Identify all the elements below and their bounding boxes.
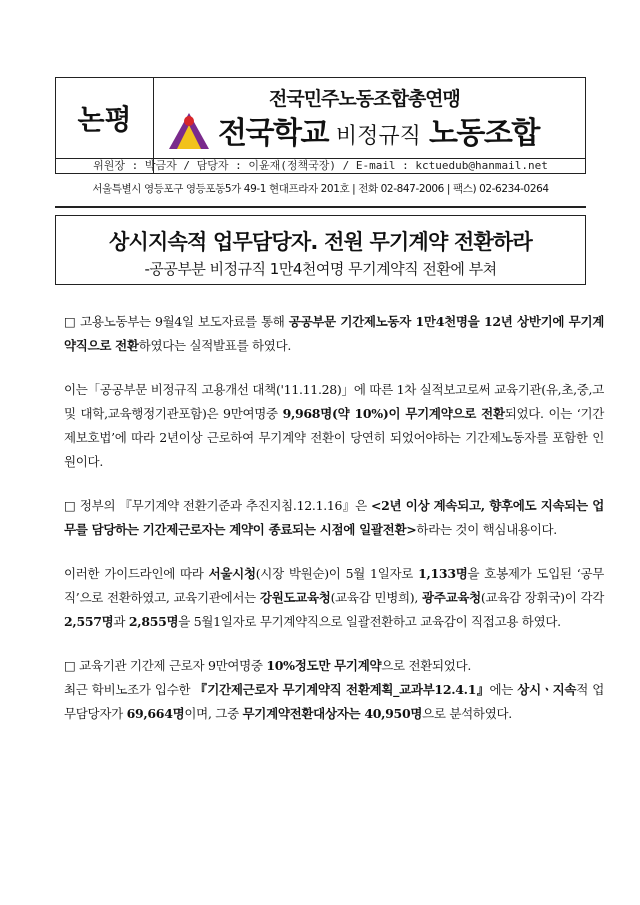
paragraph-1 — [64, 310, 604, 358]
document-subtitle: -공공부분 비정규직 1만4천여명 무기계약직 전환에 부쳐 — [144, 260, 497, 278]
section-divider — [55, 206, 586, 208]
text-run: (교육감 장휘국)이 각각 — [480, 590, 604, 605]
emphasis: 10%정도만 무기계약 — [266, 658, 382, 673]
union-logo-icon — [167, 111, 211, 151]
document-type-label: 논평 — [77, 103, 132, 136]
emphasis: 강원도교육청 — [259, 590, 331, 605]
text-run: 이러한 가이드라인에 따라 — [64, 566, 209, 581]
text-run: 되었다. 이는 ‘기간제보호법’에 따라 2년이상 근로하여 무기계약 전환이 당연히 되었어야하는 기간제노동자를 포함한 인원이다. — [64, 406, 604, 469]
text-run: (교육감 민병희), — [330, 590, 423, 605]
document-title: 상시지속적 업무담당자. 전원 무기계약 전환하라 — [109, 230, 532, 254]
emphasis: 무기계약전환대상자는 40,950명 — [242, 706, 423, 721]
paragraph-6 — [64, 678, 604, 726]
text-run: (시장 박원순)이 5월 1일자로 — [255, 566, 419, 581]
text-run: 에는 — [489, 682, 518, 697]
contact-line: 위원장 : 박금자 / 담당자 : 이윤재(정책국장) / E-mail : kctuedub@hanmail.net — [93, 159, 548, 172]
text-run: 으로 분석하였다. — [422, 706, 512, 721]
header-box — [55, 77, 586, 174]
emphasis: 9,968명(약 10%)이 무기계약으로 전환 — [282, 406, 505, 421]
document-body — [64, 310, 604, 746]
title-box — [55, 215, 586, 285]
text-run: □ 교육기관 기간제 근로자 9만여명중 — [64, 658, 267, 673]
paragraph-3 — [64, 494, 604, 542]
text-run: 하라는 것이 핵심내용이다. — [416, 522, 557, 537]
federation-name: 전국민주노동조합총연맹 — [269, 88, 460, 110]
paragraph-5 — [64, 654, 604, 678]
emphasis: 공공부문 기간제노동자 1만4천명을 12년 상반기에 무기계약직으로 전환 — [64, 314, 605, 353]
union-name-part1: 전국학교 — [218, 116, 328, 151]
text-run: 이며, 그중 — [184, 706, 243, 721]
emphasis: 2,855명 — [128, 614, 179, 629]
union-name-part2: 노동조합 — [428, 116, 539, 151]
emphasis: 『기간제근로자 무기계약직 전환계획_교과부12.4.1』 — [194, 682, 490, 697]
union-name — [218, 108, 539, 152]
text-run: 을 5월1일자로 무기계약직으로 일괄전환하고 교육감이 직접고용 하였다. — [178, 614, 561, 629]
paragraph-4 — [64, 562, 604, 634]
union-name-small: 비정규직 — [335, 124, 421, 149]
emphasis: 광주교육청 — [422, 590, 481, 605]
paragraph-2 — [64, 378, 604, 474]
text-run: □ 고용노동부는 9월4일 보도자료를 통해 — [64, 314, 289, 329]
emphasis: 서울시청 — [208, 566, 256, 581]
address-line: 서울특별시 영등포구 영등포동5가 49-1 현대프라자 201호 | 전화 02-847-2006 | 팩스) 02-6234-0264 — [92, 183, 549, 195]
emphasis: 1,133명 — [418, 566, 468, 581]
emphasis: 2,557명 — [64, 614, 114, 629]
text-run: 하였다는 실적발표를 하였다. — [138, 338, 292, 353]
emphasis: <2년 이상 계속되고, 향후에도 지속되는 업무를 담당하는 기간제근로자는 계약이 종료되는 시점에 일괄전환> — [64, 498, 604, 537]
text-run: 이는「공공부문 비정규직 고용개선 대책('11.11.28)」에 따른 1차 실적보고로써 교육기관(유,초,중,고 및 대학,교육행정기관포함)은 9만여명중 — [64, 382, 604, 421]
text-run: 과 — [113, 614, 129, 629]
text-run: 을 호봉제가 도입된 ‘공무직’으로 전환하였고, 교육기관에서는 — [64, 566, 605, 605]
text-run: 최근 학비노조가 입수한 — [64, 682, 195, 697]
text-run: 적 업무담당자가 — [64, 682, 604, 721]
emphasis: 69,664명 — [126, 706, 185, 721]
text-run: □ 정부의 『무기계약 전환기준과 추진지침.12.1.16』은 — [64, 498, 371, 513]
emphasis: 상시ㆍ지속 — [517, 682, 577, 697]
text-run: 으로 전환되었다. — [381, 658, 472, 673]
